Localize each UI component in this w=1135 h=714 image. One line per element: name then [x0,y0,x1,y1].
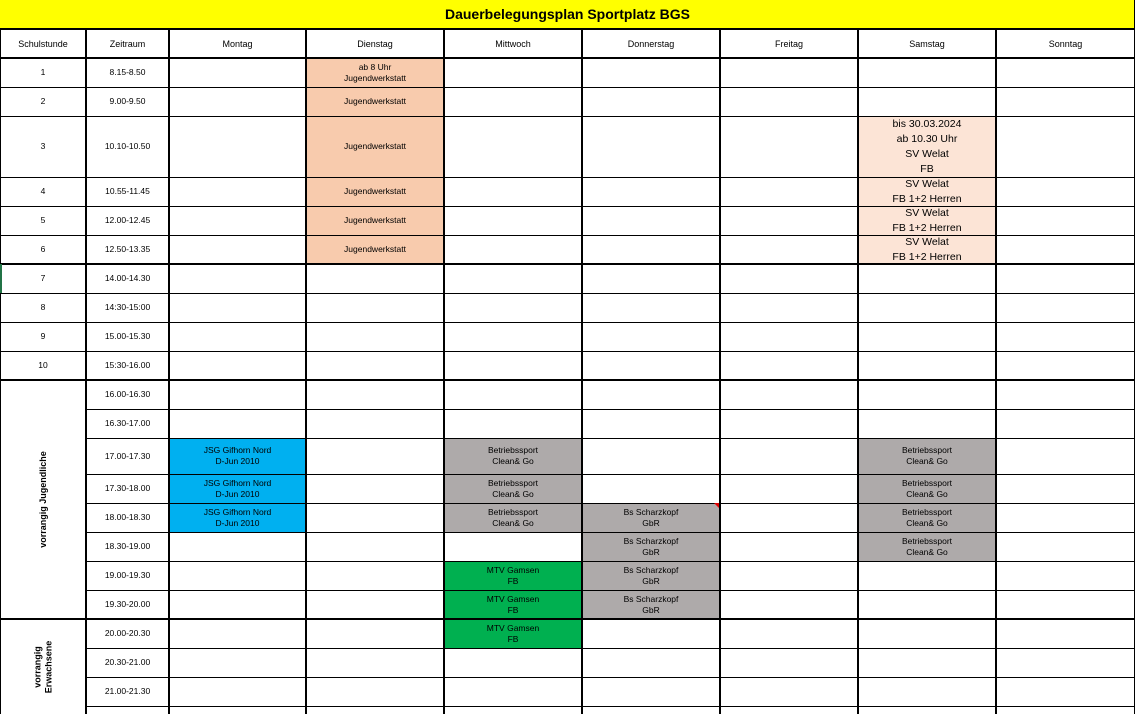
row-divider [0,116,1135,117]
lesson-number: 4 [40,186,46,196]
row-divider [0,177,1135,178]
time-range: 15:30-16.00 [104,360,151,370]
column-header: Freitag [774,38,803,49]
time-range: 12.00-12.45 [104,215,151,225]
column-divider [719,29,721,714]
row-divider [0,293,1135,294]
time-range: 19.30-20.00 [104,599,151,609]
lesson-number: 6 [40,244,46,254]
booking-cell: Jugendwerkstatt [306,87,444,116]
booking-cell: Jugendwerkstatt [306,206,444,235]
time-range: 10.10-10.50 [104,141,151,151]
time-range: 19.00-19.30 [104,570,151,580]
row-divider [0,618,1135,620]
comment-indicator [714,503,719,508]
row-divider [86,438,1135,439]
time-range: 16.30-17.00 [104,418,151,428]
booking-cell: MTV Gamsen FB [444,561,582,590]
booking-cell: Betriebssport Clean& Go [444,438,582,474]
row-divider [86,409,1135,410]
row-divider [86,706,1135,707]
booking-cell: Jugendwerkstatt [306,235,444,264]
row-divider [0,206,1135,207]
lesson-number: 1 [40,67,46,77]
column-divider [168,29,170,714]
header-top-line [0,29,1135,30]
time-range: 20.30-21.00 [104,657,151,667]
row-divider [86,474,1135,475]
lesson-number: 5 [40,215,46,225]
booking-cell: Bs Scharzkopf GbR [582,503,720,532]
booking-cell: Jugendwerkstatt [306,116,444,177]
lesson-number: 7 [40,273,46,283]
booking-cell: SV Welat FB 1+2 Herren [858,235,996,264]
row-divider [0,322,1135,323]
selection-marker [0,264,2,293]
lesson-number: 8 [40,302,46,312]
booking-cell: MTV Gamsen FB [444,619,582,648]
group-label-adults [0,619,86,714]
column-header: Zeitraum [109,38,146,49]
column-divider [857,29,859,714]
time-range: 18.30-19.00 [104,541,151,551]
time-range: 8.15-8.50 [109,67,146,77]
row-divider [86,503,1135,504]
booking-cell: Betriebssport Clean& Go [858,474,996,503]
row-divider [0,235,1135,236]
lesson-number: 9 [40,331,46,341]
row-divider [0,263,1135,265]
column-header: Samstag [909,38,945,49]
booking-cell: JSG Gifhorn Nord D-Jun 2010 [169,503,306,532]
booking-cell: MTV Gamsen FB [444,590,582,619]
column-divider [581,29,583,714]
column-divider [443,29,445,714]
booking-cell: Jugendwerkstatt [306,177,444,206]
booking-cell: JSG Gifhorn Nord D-Jun 2010 [169,438,306,474]
row-divider [86,590,1135,591]
lesson-number: 10 [38,360,48,370]
column-header: Dienstag [357,38,393,49]
column-divider [305,29,307,714]
page-title: Dauerbelegungsplan Sportplatz BGS [0,0,1135,29]
booking-cell: Betriebssport Clean& Go [858,503,996,532]
booking-cell: Betriebssport Clean& Go [858,532,996,561]
booking-cell: bis 30.03.2024 ab 10.30 Uhr SV Welat FB [858,116,996,177]
time-range: 14.00-14.30 [104,273,151,283]
row-divider [86,648,1135,649]
group-label-youth-text: vorrangig Jugendliche [37,451,48,548]
row-divider [86,532,1135,533]
time-range: 12.50-13.35 [104,244,151,254]
column-divider [85,29,87,714]
lesson-number: 3 [40,141,46,151]
booking-cell: SV Welat FB 1+2 Herren [858,177,996,206]
group-label-adults-text: vorrangig Erwachsene [32,640,53,693]
column-header: Donnerstag [627,38,675,49]
booking-cell: Bs Scharzkopf GbR [582,532,720,561]
time-range: 15.00-15.30 [104,331,151,341]
time-range: 18.00-18.30 [104,512,151,522]
time-range: 14:30-15:00 [104,302,151,312]
time-range: 20.00-20.30 [104,628,151,638]
time-range: 10.55-11.45 [105,186,150,196]
group-label-youth [0,380,86,619]
column-header: Montag [222,38,253,49]
booking-cell: Betriebssport Clean& Go [444,503,582,532]
booking-cell: Betriebssport Clean& Go [858,438,996,474]
booking-cell: ab 8 Uhr Jugendwerkstatt [306,58,444,87]
booking-cell: Betriebssport Clean& Go [444,474,582,503]
row-divider [86,561,1135,562]
row-divider [0,87,1135,88]
row-divider [0,351,1135,352]
time-range: 21.00-21.30 [104,686,151,696]
time-range: 17.30-18.00 [104,483,151,493]
column-header: Sonntag [1048,38,1083,49]
left-edge [0,29,1,714]
time-range: 17.00-17.30 [104,450,151,461]
row-divider [86,677,1135,678]
time-range: 9.00-9.50 [109,96,146,106]
column-header: Schulstunde [18,38,68,49]
booking-cell: JSG Gifhorn Nord D-Jun 2010 [169,474,306,503]
row-divider [0,57,1135,59]
lesson-number: 2 [40,96,46,106]
row-divider [0,379,1135,381]
booking-cell: Bs Scharzkopf GbR [582,590,720,619]
booking-cell: Bs Scharzkopf GbR [582,561,720,590]
column-divider [995,29,997,714]
time-range: 16.00-16.30 [104,389,151,399]
column-header: Mittwoch [495,38,531,49]
booking-cell: SV Welat FB 1+2 Herren [858,206,996,235]
